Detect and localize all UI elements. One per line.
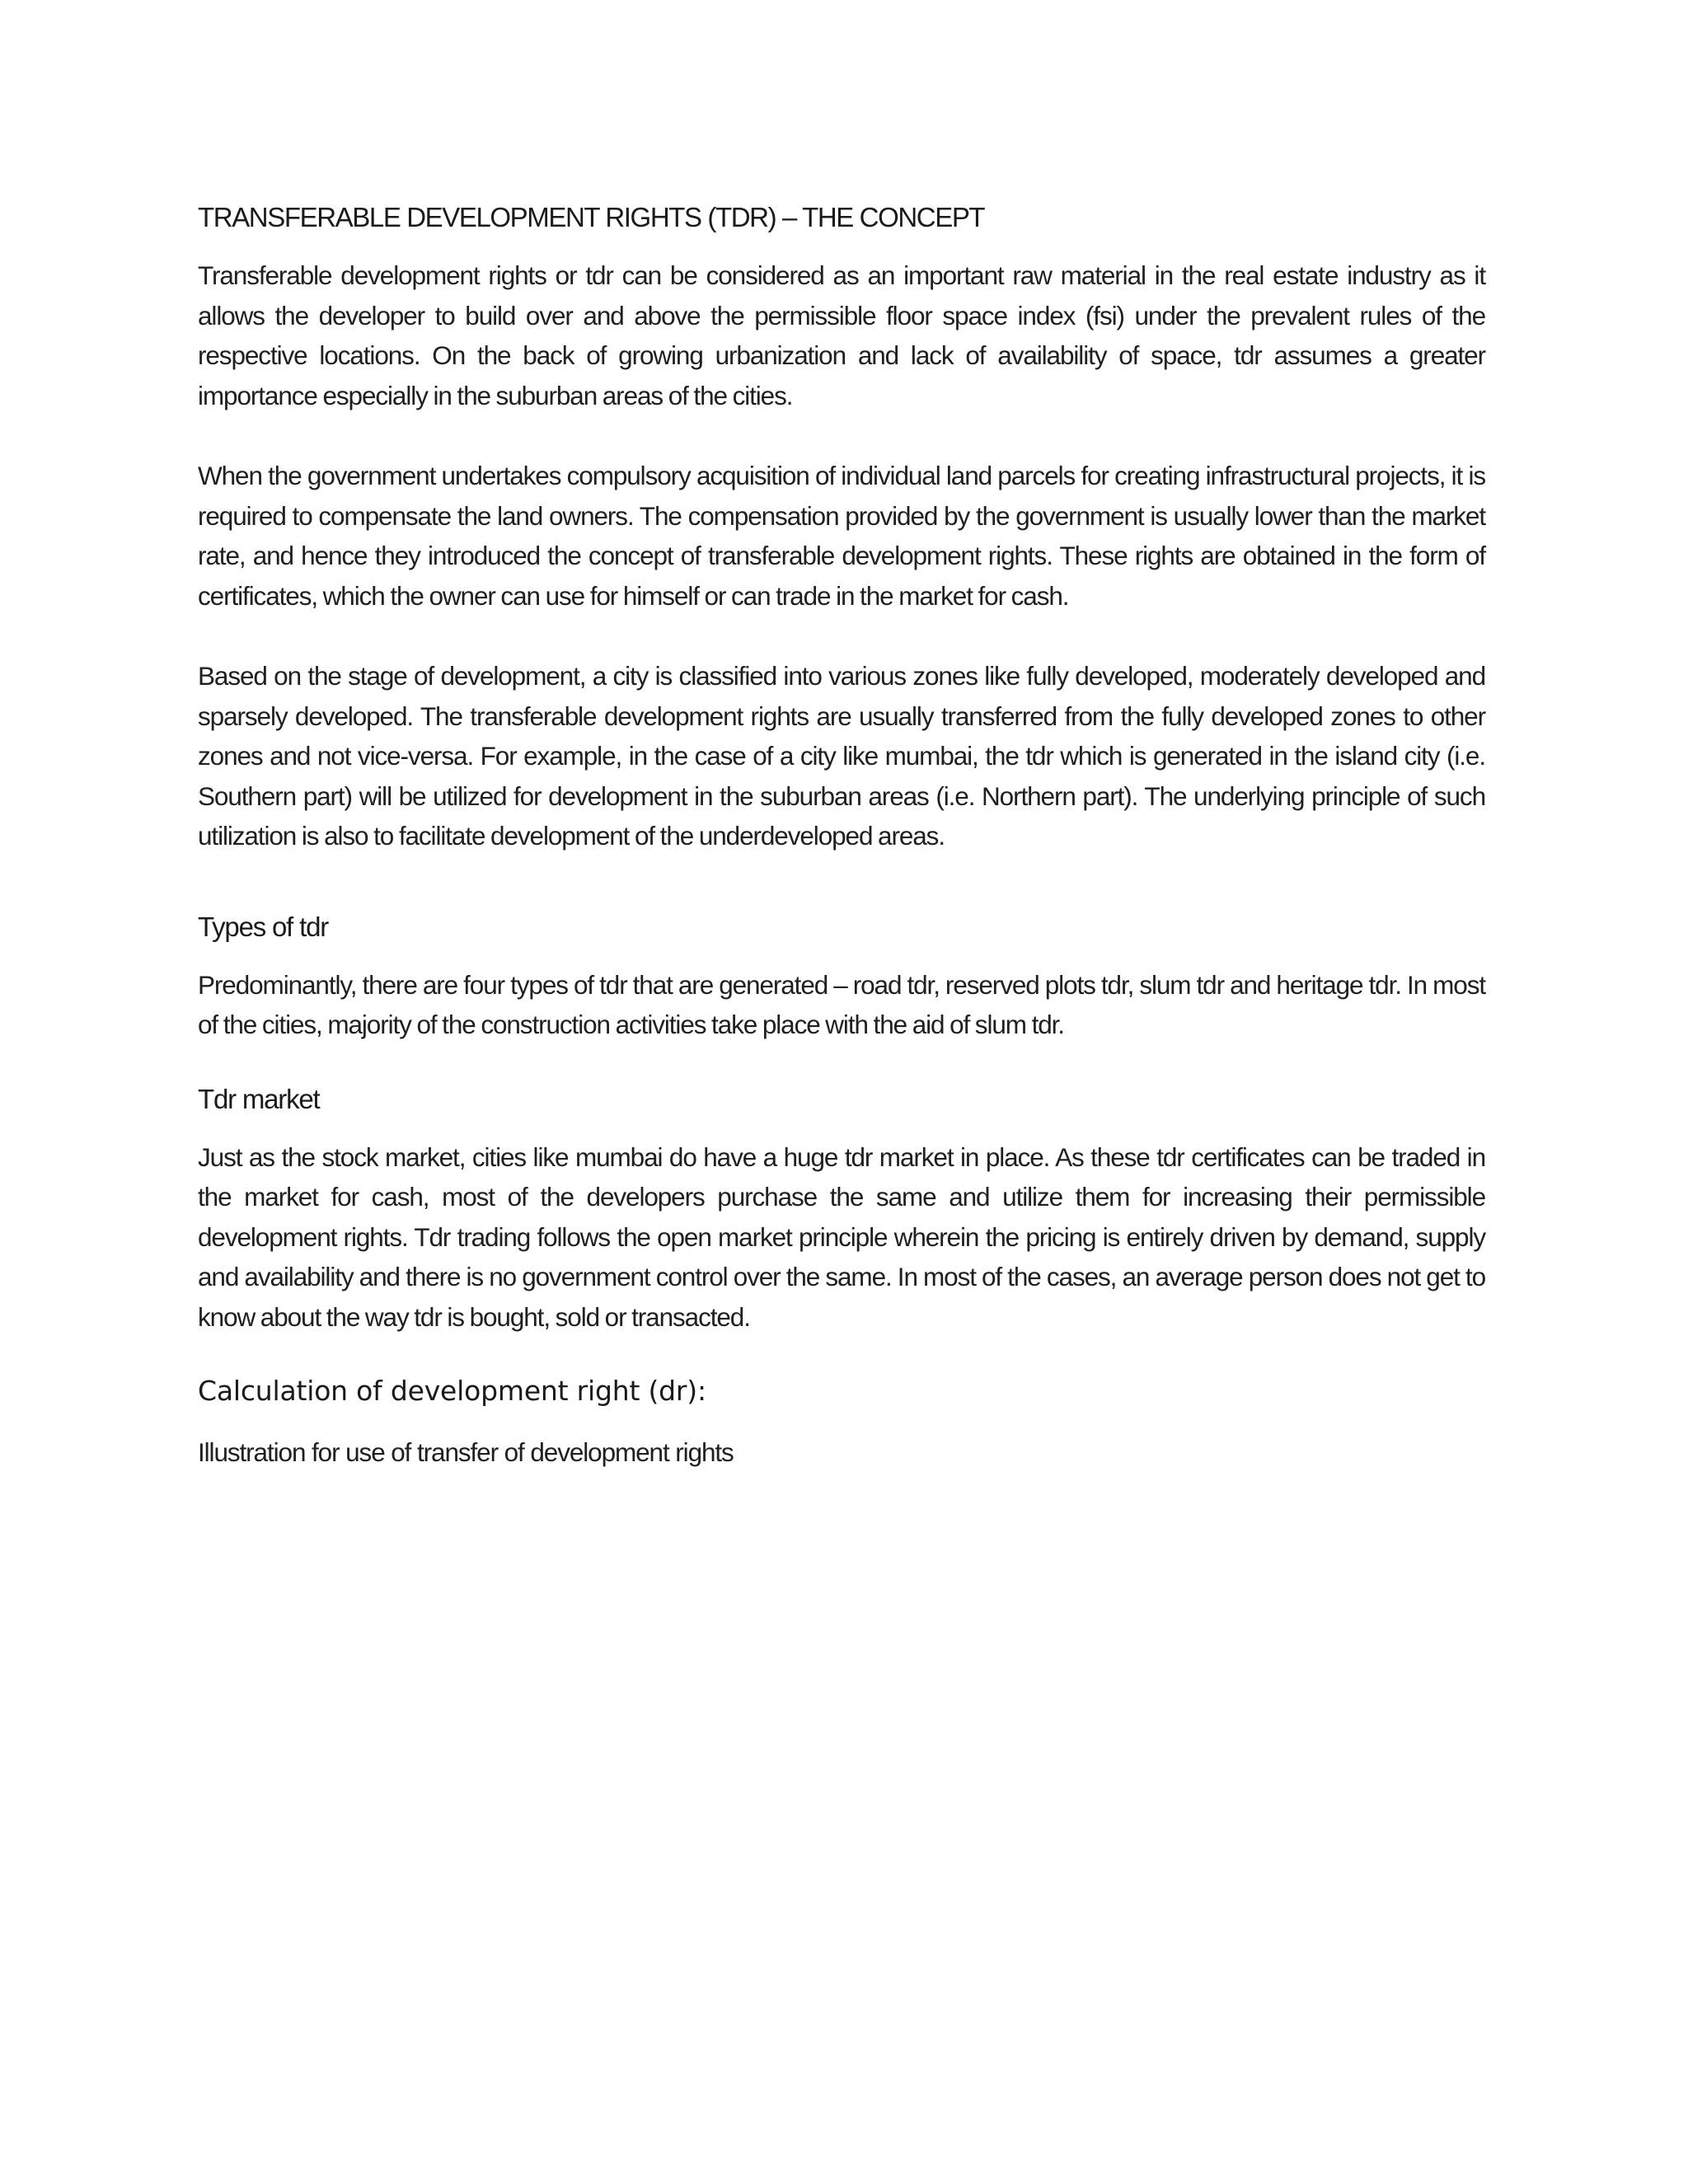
paragraph-tdr-concept: Transferable development rights or tdr can be considered as an important raw material in the real estate industry as it allows the developer to build over and above the permissible floor space index (fsi) under the prevalent rules of the respective locations. On the back of growing urbanization and lack of availability of space, tdr assumes a greater importance especially in the suburban areas of the cities. bbox=[198, 260, 1485, 410]
paragraph-types-of-tdr: Predominantly, there are four types of tdr that are generated – road tdr, reserved plots tdr, slum tdr and heritage tdr. In most of the cities, majority of the construction activities take place with the aid of slum tdr. bbox=[198, 969, 1485, 1039]
illustration-text: Illustration for use of transfer of development rights bbox=[198, 1437, 734, 1467]
section-spacer bbox=[198, 1337, 1485, 1370]
market-heading: Tdr market bbox=[198, 1083, 320, 1114]
paragraph-government-acquisition: When the government undertakes compulsory acquisition of individual land parcels for creating infrastructural projects, it is required to compensate the land owners. The compensation provided by the government is usually lower than the market rate, and hence they introduced the concept of transferable development rights. These rights are obtained in the form of certificates, which the owner can use for himself or can trade in the market for cash. bbox=[198, 461, 1485, 611]
paragraph-tdr-market: Just as the stock market, cities like mumbai do have a huge tdr market in place. As these tdr certificates can be traded in the market for cash, most of the developers purchase the same and utilize them for increasing their permissible development rights. Tdr trading follows the open market principle wherein the pricing is entirely driven by demand, supply and availability and there is no government control over the same. In most of the cases, an average person does not get to know about the way tdr is bought, sold or transacted. bbox=[198, 1141, 1485, 1332]
paragraph-city-zones: Based on the stage of development, a city is classified into various zones like fully developed, moderately developed and sparsely developed. The transferable development rights are usually transferred from the fully developed zones to other zones and not vice-versa. For example, in the case of a city like mumbai, the tdr which is generated in the island city (i.e. Southern part) will be utilized for development in the suburban areas (i.e. Northern part). The underlying principle of such utilization is also to facilitate development of the underdeveloped areas. bbox=[198, 661, 1485, 851]
document-page bbox=[198, 194, 1485, 1472]
calculation-heading: Calculation of development right (dr): bbox=[198, 1375, 706, 1407]
document-title: TRANSFERABLE DEVELOPMENT RIGHTS (TDR) – THE CONCEPT bbox=[198, 202, 985, 232]
paragraph-spacer bbox=[198, 415, 1485, 456]
section-spacer bbox=[198, 856, 1485, 906]
paragraph-spacer bbox=[198, 616, 1485, 656]
types-heading: Types of tdr bbox=[198, 911, 329, 942]
section-spacer bbox=[198, 1045, 1485, 1078]
